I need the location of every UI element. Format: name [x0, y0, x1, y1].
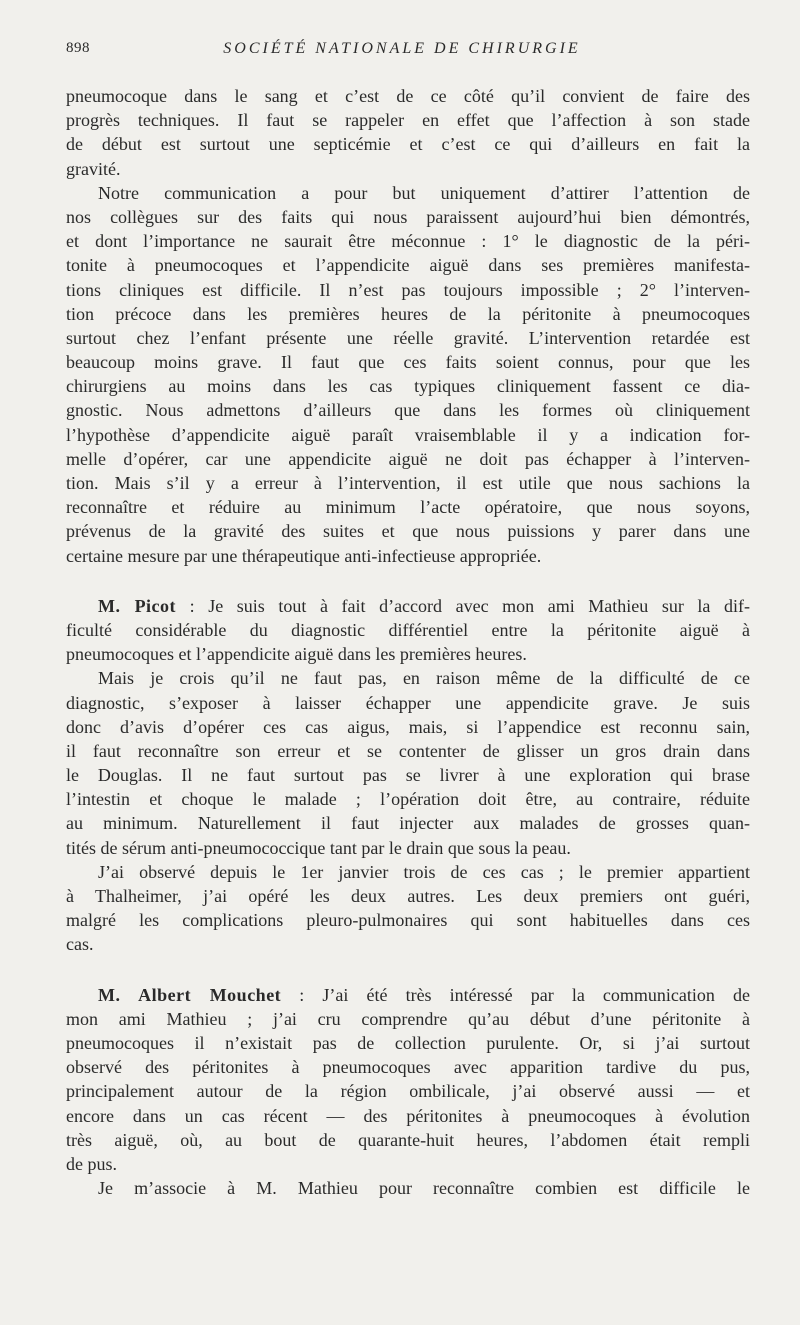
speaker-name: M. Picot: [98, 595, 177, 616]
text-line: tion. Mais s’il y a erreur à l’intervention, il est utile que nous sachions la: [66, 473, 750, 493]
text-line: pneumocoques il n’existait pas de collection purulente. Or, si j’ai surtout: [66, 1032, 750, 1053]
text-line: pneumocoques et l’appendicite aiguë dans les premières heures.: [66, 644, 527, 665]
text-line: encore dans un cas récent — des péritonites à pneumocoques à évolution: [66, 1105, 750, 1126]
text-line: cas.: [66, 934, 94, 955]
text-line: gnostic. Nous admettons d’ailleurs que dans les formes où cliniquement: [66, 400, 750, 421]
text-line: nos collègues sur des faits qui nous paraissent aujourd’hui bien démontrés,: [66, 206, 750, 227]
text-line: Je m’associe à M. Mathieu pour reconnaître combien est difficile le: [98, 1178, 750, 1199]
text-line: tités de sérum anti-pneumococcique tant par le drain que sous la peau.: [66, 837, 571, 858]
paragraph-gap: [66, 957, 750, 983]
text-line: gravité.: [66, 158, 121, 179]
text-line: prévenus de la gravité des suites et que nous puissions y parer dans une: [66, 521, 750, 542]
text-line: pneumocoque dans le sang et c’est de ce côté qu’il convient de faire des: [66, 86, 750, 106]
text-line: au minimum. Naturellement il faut injecter aux malades de grosses quan-: [66, 813, 750, 834]
text-line: et dont l’importance ne saurait être méconnue : 1° le diagnostic de la péri-: [66, 231, 750, 252]
text-line: Mais je crois qu’il ne faut pas, en raison même de la difficulté de ce: [98, 668, 750, 689]
text-line: de début est surtout une septicémie et c’est ce qui d’ailleurs en fait la: [66, 134, 750, 155]
text-line: observé des péritonites à pneumocoques avec apparition tardive du pus,: [66, 1057, 750, 1078]
text-line: tions cliniques est difficile. Il n’est pas toujours impossible ; 2° l’interven-: [66, 279, 750, 300]
paragraph-gap: [66, 568, 750, 594]
text-line: de pus.: [66, 1153, 117, 1174]
body-text: [66, 84, 750, 1200]
line-text: : Je suis tout à fait d’accord avec mon ami Mathieu sur la dif-: [176, 595, 750, 616]
text-line: Notre communication a pour but uniquement d’attirer l’attention de: [98, 182, 750, 203]
text-line: melle d’opérer, car une appendicite aiguë ne doit pas échapper à l’interven-: [66, 448, 750, 469]
text-line: malgré les complications pleuro-pulmonaires qui sont habituelles dans ces: [66, 910, 750, 931]
text-line: mon ami Mathieu ; j’ai cru comprendre qu’au début d’une péritonite à: [66, 1008, 750, 1029]
text-line: l’hypothèse d’appendicite aiguë paraît vraisemblable il y a indication for-: [66, 424, 750, 445]
speaker-name: M. Albert Mouchet: [98, 984, 282, 1005]
text-line: très aiguë, où, au bout de quarante-huit heures, l’abdomen était rempli: [66, 1129, 750, 1150]
text-line: donc d’avis d’opérer ces cas aigus, mais, si l’appendice est reconnu sain,: [66, 716, 750, 737]
text-line: il faut reconnaître son erreur et se contenter de glisser un gros drain dans: [66, 740, 750, 761]
text-line: principalement autour de la région ombilicale, j’ai observé aussi — et: [66, 1081, 750, 1102]
page-number: 898: [66, 40, 90, 56]
text-line: reconnaître et réduire au minimum l’acte opératoire, que nous soyons,: [66, 497, 750, 518]
text-line: surtout chez l’enfant présente une réelle gravité. L’intervention retardée est: [66, 327, 750, 348]
page-header: [66, 40, 738, 64]
running-head: SOCIÉTÉ NATIONALE DE CHIRURGIE: [223, 40, 581, 57]
text-line: certaine mesure par une thérapeutique anti-infectieuse appropriée.: [66, 545, 542, 566]
text-line: progrès techniques. Il faut se rappeler en effet que l’affection à son stade: [66, 110, 750, 131]
text-line: diagnostic, s’exposer à laisser échapper une appendicite grave. Je suis: [66, 692, 750, 713]
line-text: : J’ai été très intéressé par la communication de: [281, 984, 750, 1005]
text-line: chirurgiens au moins dans les cas typiques cliniquement fassent ce dia-: [66, 376, 750, 397]
text-line: le Douglas. Il ne faut surtout pas se livrer à une exploration qui brase: [66, 765, 750, 786]
text-line: tonite à pneumocoques et l’appendicite aiguë dans ses premières manifesta-: [66, 255, 750, 276]
text-line: ficulté considérable du diagnostic différentiel entre la péritonite aiguë à: [66, 619, 750, 640]
text-line: [66, 983, 750, 1007]
text-line: [66, 594, 750, 618]
text-line: l’intestin et choque le malade ; l’opération doit être, au contraire, réduite: [66, 789, 750, 810]
text-line: à Thalheimer, j’ai opéré les deux autres. Les deux premiers ont guéri,: [66, 886, 750, 906]
text-line: tion précoce dans les premières heures de la péritonite à pneumocoques: [66, 303, 750, 324]
text-line: J’ai observé depuis le 1er janvier trois de ces cas ; le premier appartient: [98, 861, 750, 882]
text-line: beaucoup moins grave. Il faut que ces faits soient connus, pour que les: [66, 352, 750, 373]
